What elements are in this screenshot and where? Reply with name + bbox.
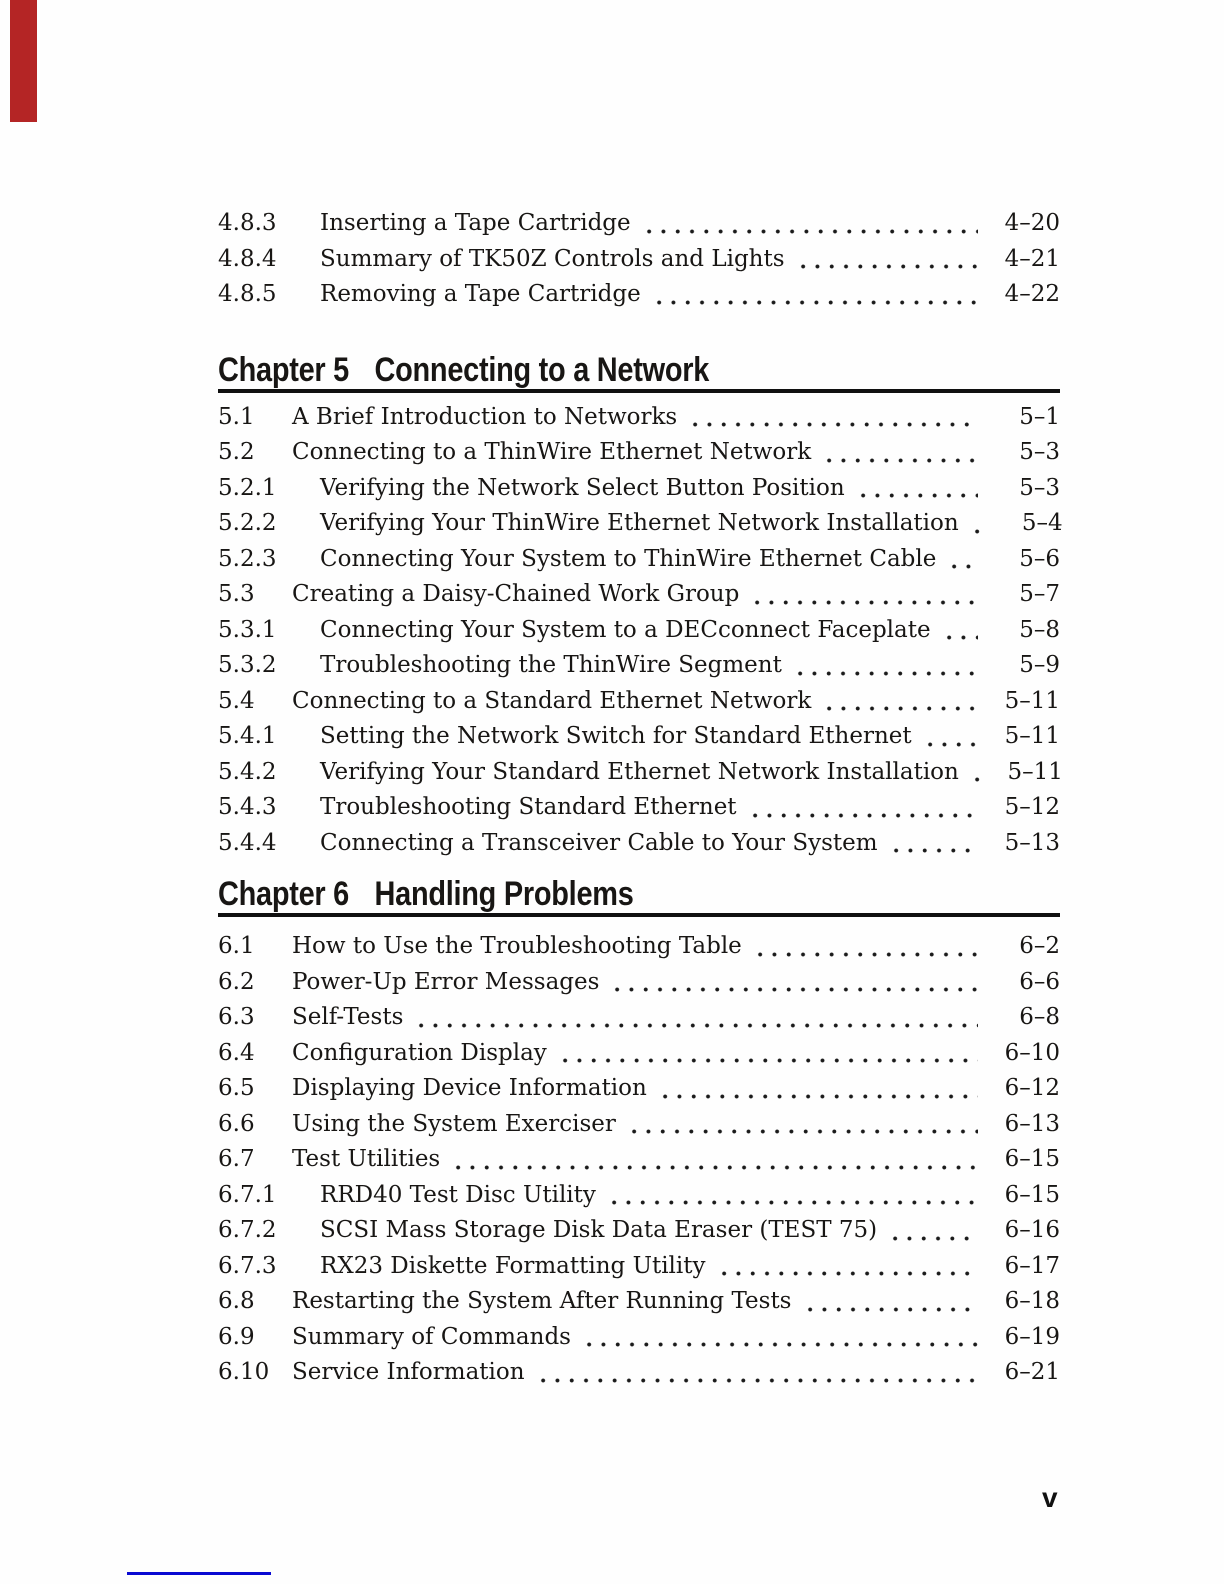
toc-entry-title: Power-Up Error Messages xyxy=(292,968,600,995)
page-number: v xyxy=(1042,1482,1058,1513)
toc-entry-page: 5–12 xyxy=(1004,794,1060,820)
dot-leader xyxy=(852,471,978,507)
toc-entry-number: 6.5 xyxy=(218,1075,255,1101)
toc-entry-page: 6–8 xyxy=(1019,1004,1060,1030)
toc-entry-title: Verifying Your ThinWire Ethernet Network Installation xyxy=(320,510,959,536)
dot-leader xyxy=(578,1320,978,1356)
toc-entry xyxy=(218,1213,1060,1249)
toc-entry-page: 5–13 xyxy=(1004,829,1060,856)
toc-entry xyxy=(218,1000,1060,1036)
toc-entry-title: Configuration Display xyxy=(292,1039,547,1066)
toc-entry-page: 6–13 xyxy=(1004,1110,1060,1137)
toc-entry-page: 6–2 xyxy=(1019,933,1060,959)
toc-entry-title: Using the System Exerciser xyxy=(292,1110,616,1137)
toc-entry-page: 4–20 xyxy=(1004,210,1060,236)
toc-entry-title: A Brief Introduction to Networks xyxy=(292,403,678,430)
toc-entry-page: 6–19 xyxy=(1004,1323,1060,1350)
toc-entry-title: Verifying Your Standard Ethernet Network Installation xyxy=(320,758,959,785)
dot-leader xyxy=(792,242,978,278)
toc-entry-number: 6.7 xyxy=(218,1146,255,1172)
dot-leader xyxy=(654,1071,978,1107)
dot-leader xyxy=(789,648,978,684)
dot-leader xyxy=(606,965,978,1001)
toc-entry-page: 5–11 xyxy=(1004,723,1060,749)
toc-entry xyxy=(218,648,1060,684)
toc-entry xyxy=(218,206,1060,242)
toc-entry-number: 4.8.4 xyxy=(218,245,277,272)
dot-leader xyxy=(410,1000,978,1036)
toc-entry-number: 6.8 xyxy=(218,1288,255,1314)
red-scan-mark xyxy=(10,0,37,122)
toc-entry-title: Connecting Your System to a DECconnect Faceplate xyxy=(320,616,931,643)
toc-entry xyxy=(218,719,1060,755)
toc-entry xyxy=(218,542,1060,578)
dot-leader xyxy=(638,206,978,242)
toc-entry-page: 6–18 xyxy=(1004,1288,1060,1314)
toc-entry-page: 4–22 xyxy=(1004,281,1060,307)
toc-entry xyxy=(218,1142,1060,1178)
toc-entry-number: 6.4 xyxy=(218,1039,255,1066)
dot-leader xyxy=(447,1142,978,1178)
toc-entry-number: 5.3.1 xyxy=(218,616,277,643)
toc-entry-number: 5.3.2 xyxy=(218,652,277,678)
chapter-title: Handling Problems xyxy=(374,875,634,913)
toc-entry-number: 6.3 xyxy=(218,1004,255,1030)
toc-entry-number: 6.9 xyxy=(218,1323,255,1350)
toc-entry-page: 5–11 xyxy=(1007,758,1063,785)
toc-entry-number: 5.2.1 xyxy=(218,474,277,501)
toc-entry-title: RRD40 Test Disc Utility xyxy=(320,1181,596,1208)
toc-entry-page: 5–6 xyxy=(1019,545,1060,572)
toc-entry-number: 6.6 xyxy=(218,1110,255,1137)
toc-entry xyxy=(218,684,1060,720)
toc-entry xyxy=(218,1178,1060,1214)
toc-section xyxy=(218,877,1060,1391)
toc-entry-title: Connecting to a ThinWire Ethernet Network xyxy=(292,439,812,465)
toc-entry-title: Troubleshooting the ThinWire Segment xyxy=(320,652,782,678)
toc-entry-page: 4–21 xyxy=(1004,245,1060,272)
toc-entry-title: Test Utilities xyxy=(292,1146,441,1172)
dot-leader xyxy=(744,790,978,826)
toc xyxy=(218,0,1063,1391)
toc-section xyxy=(218,0,1060,313)
toc-entry xyxy=(218,471,1060,507)
dot-leader xyxy=(966,506,981,542)
toc-entry-number: 6.7.2 xyxy=(218,1217,277,1243)
toc-entry xyxy=(218,1249,1060,1285)
toc-entry-title: Setting the Network Switch for Standard Ethernet xyxy=(320,723,912,749)
dot-leader xyxy=(749,929,978,965)
toc-entry-number: 4.8.3 xyxy=(218,210,277,236)
toc-entry-page: 6–10 xyxy=(1004,1039,1060,1066)
chapter-number-label: Chapter 5 xyxy=(218,350,350,389)
toc-entry xyxy=(218,1355,1060,1391)
toc-entry xyxy=(218,790,1060,826)
toc-entry-title: Self-Tests xyxy=(292,1004,404,1030)
toc-entry-list xyxy=(218,400,1063,862)
dot-leader xyxy=(885,826,978,862)
toc-entry xyxy=(218,1071,1060,1107)
dot-leader xyxy=(938,613,978,649)
toc-entry xyxy=(218,1320,1060,1356)
toc-entry-title: Service Information xyxy=(292,1359,525,1385)
toc-entry-page: 5–1 xyxy=(1019,403,1060,430)
toc-entry xyxy=(218,577,1060,613)
toc-entry-page: 5–3 xyxy=(1019,439,1060,465)
dot-leader xyxy=(943,542,978,578)
toc-entry xyxy=(218,400,1060,436)
toc-entry-title: Inserting a Tape Cartridge xyxy=(320,210,631,236)
toc-entry-title: Creating a Daisy-Chained Work Group xyxy=(292,581,740,607)
toc-entry-title: SCSI Mass Storage Disk Data Eraser (TEST 75) xyxy=(320,1217,878,1243)
dot-leader xyxy=(746,577,978,613)
toc-entry-number: 5.1 xyxy=(218,403,255,430)
toc-entry-title: Troubleshooting Standard Ethernet xyxy=(320,794,737,820)
toc-entry-title: How to Use the Troubleshooting Table xyxy=(292,933,742,959)
toc-entry xyxy=(218,1107,1060,1143)
toc-entry-page: 6–6 xyxy=(1019,968,1060,995)
dot-leader xyxy=(713,1249,978,1285)
toc-entry xyxy=(218,506,1063,542)
toc-entry-number: 5.2.3 xyxy=(218,545,277,572)
toc-entry-page: 6–12 xyxy=(1004,1075,1060,1101)
dot-leader xyxy=(818,684,978,720)
toc-entry-number: 6.2 xyxy=(218,968,255,995)
toc-entry-number: 5.4.4 xyxy=(218,829,277,856)
toc-entry-title: Connecting to a Standard Ethernet Network xyxy=(292,687,812,714)
toc-entry-title: Displaying Device Information xyxy=(292,1075,647,1101)
toc-entry-number: 6.7.1 xyxy=(218,1181,277,1208)
chapter-heading xyxy=(218,877,1060,917)
toc-entry-page: 6–17 xyxy=(1004,1252,1060,1279)
toc-entry-number: 4.8.5 xyxy=(218,281,277,307)
toc-entry-number: 5.4.3 xyxy=(218,794,277,820)
dot-leader xyxy=(884,1213,978,1249)
toc-entry-page: 5–3 xyxy=(1019,474,1060,501)
dot-leader xyxy=(799,1284,979,1320)
toc-entry xyxy=(218,1036,1060,1072)
toc-entry-number: 6.10 xyxy=(218,1359,270,1385)
toc-entry-title: Connecting Your System to ThinWire Ethernet Cable xyxy=(320,545,937,572)
toc-entry xyxy=(218,1284,1060,1320)
toc-entry xyxy=(218,965,1060,1001)
toc-entry-number: 5.4.1 xyxy=(218,723,277,749)
toc-entry xyxy=(218,435,1060,471)
toc-entry-title: Verifying the Network Select Button Position xyxy=(320,474,845,501)
blue-scan-line xyxy=(127,1572,271,1575)
toc-entry-page: 5–8 xyxy=(1019,616,1060,643)
toc-entry-page: 5–4 xyxy=(1021,510,1063,536)
toc-entry-number: 5.2.2 xyxy=(218,510,277,536)
toc-entry-title: Summary of Commands xyxy=(292,1323,571,1350)
toc-section xyxy=(218,350,1063,862)
toc-entry-title: RX23 Diskette Formatting Utility xyxy=(320,1252,706,1279)
toc-entry-page: 5–11 xyxy=(1004,687,1060,714)
toc-entry xyxy=(218,826,1060,862)
toc-entry-title: Connecting a Transceiver Cable to Your System xyxy=(320,829,878,856)
toc-entry-number: 6.1 xyxy=(218,933,255,959)
dot-leader xyxy=(966,755,981,791)
toc-entry xyxy=(218,755,1063,791)
toc-entry-number: 5.2 xyxy=(218,439,255,465)
toc-entry-page: 6–15 xyxy=(1004,1146,1060,1172)
chapter-title: Connecting to a Network xyxy=(374,350,710,389)
chapter-number-label: Chapter 6 xyxy=(218,875,350,913)
toc-entry xyxy=(218,613,1060,649)
toc-entry-list xyxy=(218,206,1060,313)
toc-entry xyxy=(218,277,1060,313)
toc-entry-number: 5.4 xyxy=(218,687,255,714)
toc-entry-title: Restarting the System After Running Tests xyxy=(292,1288,792,1314)
toc-entry-number: 5.3 xyxy=(218,581,255,607)
dot-leader xyxy=(603,1178,978,1214)
toc-entry-page: 6–15 xyxy=(1004,1181,1060,1208)
toc-entry-number: 5.4.2 xyxy=(218,758,277,785)
dot-leader xyxy=(532,1355,978,1391)
dot-leader xyxy=(919,719,978,755)
toc-entry xyxy=(218,929,1060,965)
toc-entry xyxy=(218,242,1060,278)
toc-entry-page: 6–16 xyxy=(1004,1217,1060,1243)
dot-leader xyxy=(648,277,978,313)
toc-entry-page: 5–9 xyxy=(1019,652,1060,678)
toc-entry-title: Removing a Tape Cartridge xyxy=(320,281,641,307)
dot-leader xyxy=(684,400,978,436)
toc-entry-number: 6.7.3 xyxy=(218,1252,277,1279)
dot-leader xyxy=(818,435,978,471)
toc-entry-list xyxy=(218,929,1060,1391)
dot-leader xyxy=(623,1107,978,1143)
toc-entry-page: 5–7 xyxy=(1019,581,1060,607)
chapter-heading xyxy=(218,350,1060,393)
toc-entry-page: 6–21 xyxy=(1004,1359,1060,1385)
dot-leader xyxy=(554,1036,978,1072)
toc-entry-title: Summary of TK50Z Controls and Lights xyxy=(320,245,785,272)
